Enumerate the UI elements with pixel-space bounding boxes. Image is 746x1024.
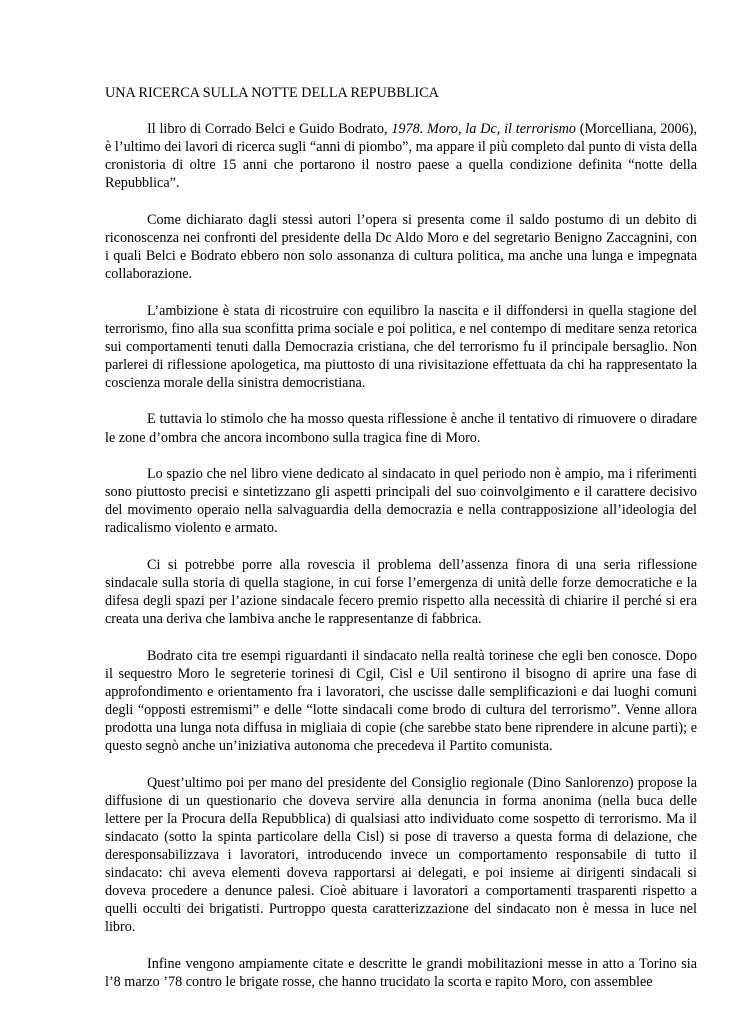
paragraph: Ci si potrebbe porre alla rovescia il problema dell’assenza finora di una seria riflessione sindacale sulla storia di quella stagione, in cui forse l’emergenza di unità delle forze democratiche e la difesa degli spazi per l’azione sindacale fecero premio rispetto alla necessità di chiarire il perché si era creata una deriva che lambiva anche le rappresentanze di fabbrica.: [105, 556, 697, 628]
document-title: UNA RICERCA SULLA NOTTE DELLA REPUBBLICA: [105, 85, 439, 101]
paragraph: Quest’ultimo poi per mano del presidente del Consiglio regionale (Dino Sanlorenzo) propose la diffusione di un questionario che doveva servire alla denuncia in forma anonima (nella buca delle lettere per la Procura della Repubblica) di qualsiasi atto individuato come sospetto di terrorismo. Ma il sindacato (sotto la spinta particolare della Cisl) si pose di traverso a questa forma di delazione, che deresponsabilizzava i lavoratori, introducendo invece un comportamento responsabile di tutto il sindacato: chi aveva elementi doveva rapportarsi ai delegati, e poi insieme ai dirigenti sindacali si doveva procedere a denunce palesi. Cioè abituare i lavoratori a comportamenti trasparenti rispetto a quelli occulti dei brigatisti. Purtroppo questa caratterizzazione del sindacato non è messa in luce nel libro.: [105, 774, 697, 936]
intro-text-after: (Morcelliana, 2006), è l’ultimo dei lavori di ricerca sugli “anni di piombo”, ma appare il più completo dal punto di vista della cronistoria di oltre 15 anni che portarono il nostro paese a quella condizione definita “notte della Repubblica”.: [105, 121, 697, 192]
paragraph: Lo spazio che nel libro viene dedicato al sindacato in quel periodo non è ampio, ma i riferimenti sono piuttosto precisi e sintetizzano gli aspetti principali del suo coinvolgimento e il carattere decisivo del movimento operaio nella salvaguardia della democrazia e nella contrapposizione all’ideologia del radicalismo violento e armato.: [105, 466, 697, 537]
paragraph: L’ambizione è stata di ricostruire con equilibro la nascita e il diffondersi in quella stagione del terrorismo, fino alla sua sconfitta prima sociale e poi politica, e nel contempo di meditare senza retorica sui comportamenti tenuti dalla Democrazia cristiana, che del terrorismo fu il principale bersaglio. Non parlerei di riflessione apologetica, ma piuttosto di una rivisitazione effettuata da chi ha rappresentato la coscienza morale della sinistra democristiana.: [105, 302, 697, 391]
intro-text-before: Il libro di Corrado Belci e Guido Bodrato,: [147, 121, 392, 138]
paragraph: Infine vengono ampiamente citate e descritte le grandi mobilitazioni messe in atto a Torino sia l’8 marzo ’78 contro le brigate rosse, che hanno trucidato la scorta e rapito Moro, con assemblee: [105, 955, 697, 990]
document-body: [105, 84, 697, 1009]
paragraph: Bodrato cita tre esempi riguardanti il sindacato nella realtà torinese che egli ben conosce. Dopo il sequestro Moro le segreterie torinesi di Cgil, Cisl e Uil sentirono il bisogno di aprire una fase di approfondimento e orientamento fra i lavoratori, che uscisse dalle semplificazioni e dai luoghi comuni degli “opposti estremismi” e delle “lotte sindacali come brodo di cultura del terrorismo”. Venne allora prodotta una lunga nota diffusa in migliaia di copie (che sarebbe stato bene riprendere in alcune parti); e questo segnò anche un’iniziativa autonoma che precedeva il Partito comunista.: [105, 647, 697, 755]
paragraph: E tuttavia lo stimolo che ha mosso questa riflessione è anche il tentativo di rimuovere o diradare le zone d’ombra che ancora incombono sulla tragica fine di Moro.: [105, 411, 697, 446]
paragraph-intro: [105, 120, 697, 192]
paragraph: Come dichiarato dagli stessi autori l’opera si presenta come il saldo postumo di un debito di riconoscenza nei confronti del presidente della Dc Aldo Moro e del segretario Benigno Zaccagnini, con i quali Belci e Bodrato ebbero non solo assonanza di cultura politica, ma anche una lunga e impegnata collaborazione.: [105, 211, 697, 283]
book-title: 1978. Moro, la Dc, il terrorismo: [391, 121, 576, 138]
